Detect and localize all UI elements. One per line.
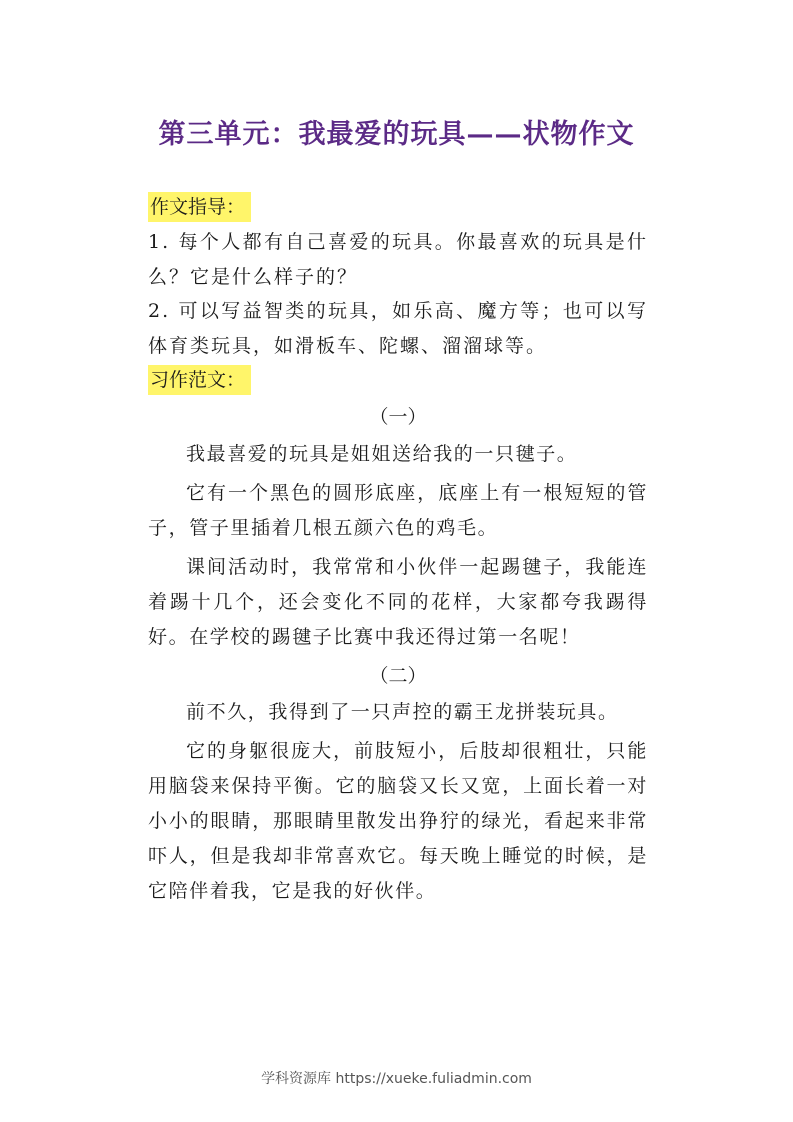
document-body [148,190,648,913]
essay-2-paragraph-2: 它的身躯很庞大，前肢短小，后肢却很粗壮，只能用脑袋来保持平衡。它的脑袋又长又宽，上面长着一对小小的眼睛，那眼睛里散发出狰狞的绿光，看起来非常吓人，但是我却非常喜欢它。每天晚上睡觉的时候，是它陪伴着我，它是我的好伙伴。 [148,740,648,902]
essay-2-heading: （二） [369,664,427,687]
essay-1-paragraph-1: 我最喜爱的玩具是姐姐送给我的一只毽子。 [186,442,578,465]
page-title: 第三单元：我最爱的玩具——状物作文 [158,119,635,150]
guide-item-1: 1. 每个人都有自己喜爱的玩具。你最喜欢的玩具是什么？它是什么样子的？ [148,231,648,288]
essay-1-paragraph-2: 它有一个黑色的圆形底座，底座上有一根短短的管子，管子里插着几根五颜六色的鸡毛。 [148,481,648,539]
sample-label: 习作范文： [148,365,251,395]
essay-1-paragraph-3: 课间活动时，我常常和小伙伴一起踢毽子，我能连着踢十几个，还会变化不同的花样，大家都夸我踢得好。在学校的踢毽子比赛中我还得过第一名呢！ [148,555,648,648]
footer-source: 学科资源库 https://xueke.fuliadmin.com [261,1071,532,1087]
essay-2-paragraph-1: 前不久，我得到了一只声控的霸王龙拼装玩具。 [186,701,619,723]
guide-item-2: 2. 可以写益智类的玩具，如乐高、魔方等；也可以写体育类玩具，如滑板车、陀螺、溜溜球等。 [148,300,648,357]
guide-label: 作文指导： [148,192,251,222]
essay-1-heading: （一） [369,406,427,428]
